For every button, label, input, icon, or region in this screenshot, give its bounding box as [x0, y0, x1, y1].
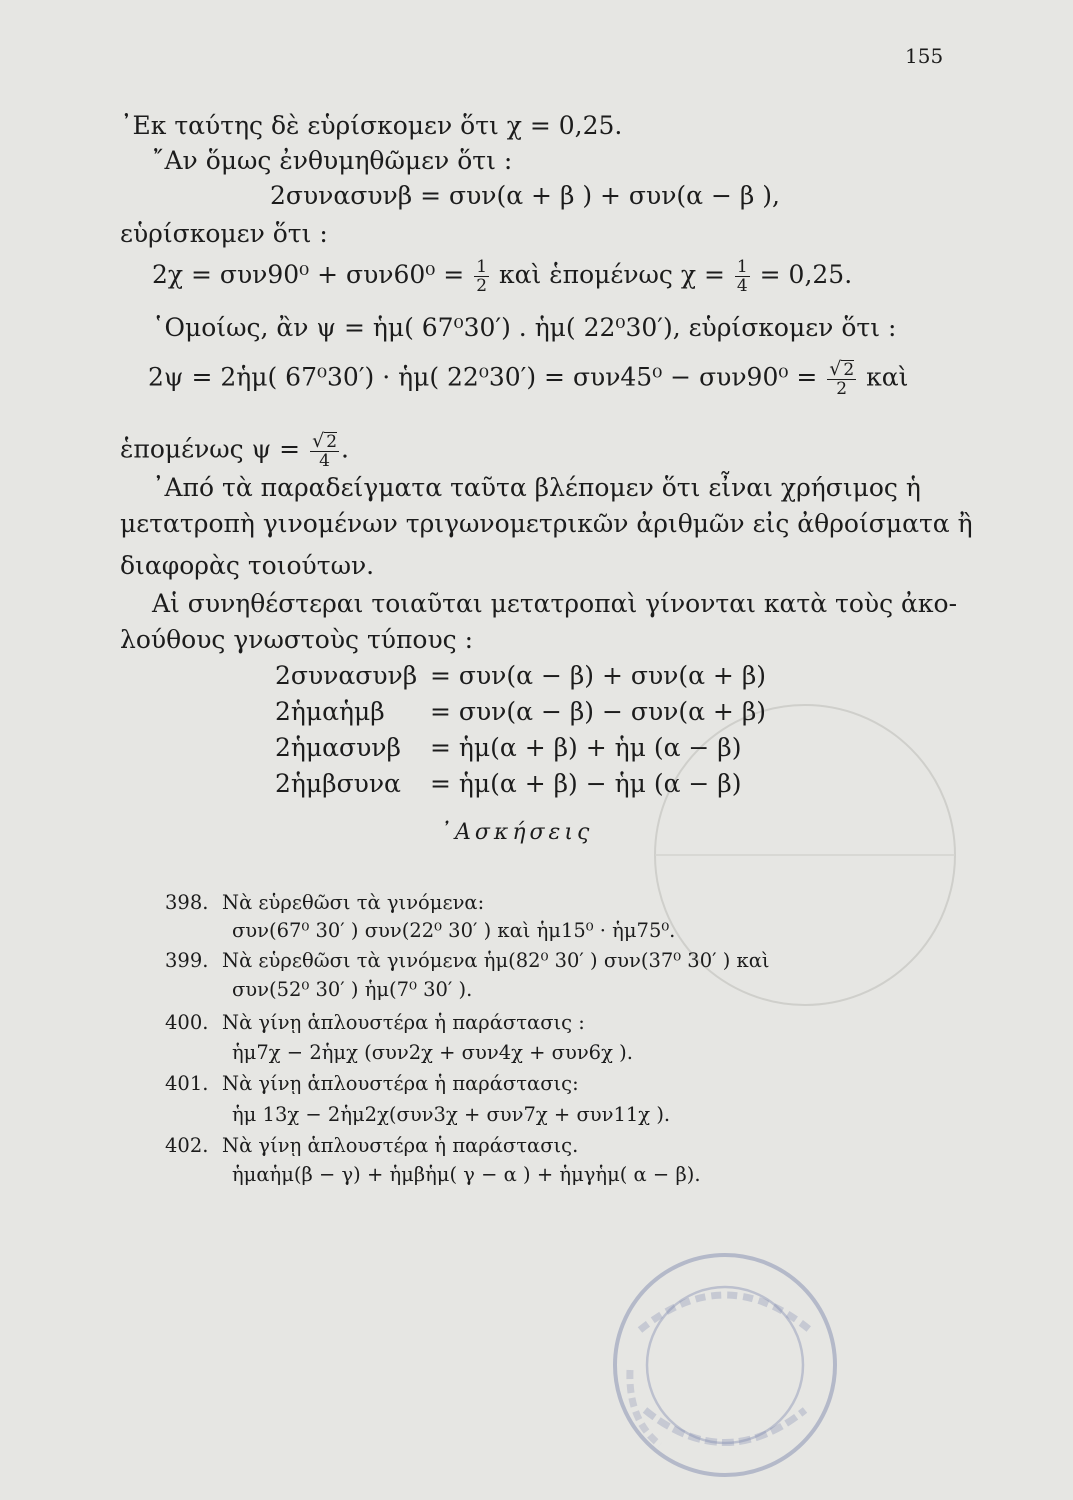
equation-part: = 0,25. — [759, 260, 853, 289]
denominator: 4 — [736, 276, 748, 296]
exercise-text: ἡμ 13χ − 2ἡμ2χ(συν3χ + συν7χ + συν11χ ). — [232, 1103, 671, 1126]
numerator — [827, 360, 856, 380]
formula-rhs: = ἡμ(α + β) + ἡμ (α − β) — [430, 733, 742, 762]
exercise-text: Νὰ γίνῃ ἁπλουστέρα ἡ παράστασις : — [222, 1011, 585, 1034]
numerator: 1 — [736, 257, 748, 277]
denominator: 2 — [476, 276, 488, 296]
formula-lhs: 2συνασυνβ — [275, 661, 418, 690]
equation — [152, 258, 852, 295]
formula-rhs: = συν(α − β) + συν(α + β) — [430, 661, 767, 690]
exercise-text: ἡμαἡμ(β − γ) + ἡμβἡμ( γ − α ) + ἡμγἡμ( α − β). — [232, 1163, 701, 1186]
exercise-number: 401. — [165, 1072, 209, 1095]
exercise-number: 398. — [165, 891, 209, 914]
equation-part: καὶ — [866, 362, 909, 392]
equation — [148, 360, 908, 398]
exercise-text: Νὰ γίνῃ ἁπλουστέρα ἡ παράστασις. — [222, 1134, 579, 1157]
exercises-heading: ᾿Ασκήσεις — [440, 820, 594, 845]
formula-lhs: 2ἡμασυνβ — [275, 733, 401, 762]
equation-part: 2ψ = 2ἡμ( 67⁰30′) · ἡμ( 22⁰30′) = συν45⁰ − συν90⁰ = — [148, 362, 818, 392]
text-line: ῾Ομοίως, ἂν ψ = ἡμ( 67⁰30′) . ἡμ( 22⁰30′), εὑρίσκομεν ὅτι : — [152, 313, 897, 342]
exercise-text: ἡμ7χ − 2ἡμχ (συν2χ + συν4χ + συν6χ ). — [232, 1041, 633, 1064]
denominator: 4 — [319, 451, 330, 471]
formula-lhs: 2ἡμαἡμβ — [275, 697, 385, 726]
equation: ἑπομένως ψ = $\frac{√ 2}{4}$ . — [120, 430, 349, 471]
exercise-text: Νὰ εὑρεθῶσι τὰ γινόμενα: — [222, 891, 485, 914]
fraction — [827, 360, 856, 398]
radical-sign: √ — [829, 358, 842, 380]
text-line: ᾿Εκ ταύτης δὲ εὑρίσκομεν ὅτι χ = 0,25. — [120, 111, 623, 140]
text-line: μετατροπὴ γινομένων τριγωνομετρικῶν ἀριθμῶν εἰς ἀθροίσματα ἢ — [120, 509, 973, 538]
radicand: 2 — [326, 432, 338, 452]
exercise-text: συν(52⁰ 30′ ) ἡμ(7⁰ 30′ ). — [232, 978, 473, 1001]
equation-part: καὶ ἑπομένως χ = — [498, 260, 725, 289]
radical-sign: √ — [312, 430, 325, 452]
text-line: εὑρίσκομεν ὅτι : — [120, 219, 328, 248]
text-line: λούθους γνωστοὺς τύπους : — [120, 625, 474, 654]
exercise-text: συν(67⁰ 30′ ) συν(22⁰ 30′ ) καὶ ἡμ15⁰ · ἡμ75⁰. — [232, 919, 676, 942]
exercise-number: 402. — [165, 1134, 209, 1157]
fraction — [735, 258, 750, 295]
equation-part: ἑπομένως ψ = — [120, 434, 301, 464]
text-line: ᾿Από τὰ παραδείγματα ταῦτα βλέπομεν ὅτι εἶναι χρήσιμος ἡ — [152, 473, 921, 502]
formula-rhs: = συν(α − β) − συν(α + β) — [430, 697, 767, 726]
exercise-number: 400. — [165, 1011, 209, 1034]
formula-rhs: = ἡμ(α + β) − ἡμ (α − β) — [430, 769, 742, 798]
exercise-text: Νὰ εὑρεθῶσι τὰ γινόμενα ἡμ(82⁰ 30′ ) συν(37⁰ 30′ ) καὶ — [222, 949, 770, 972]
text-line: διαφορὰς τοιούτων. — [120, 551, 375, 580]
formula-lhs: 2ἡμβσυνα — [275, 769, 401, 798]
fraction — [474, 258, 489, 295]
library-stamp-icon — [600, 1240, 850, 1490]
fraction — [310, 432, 339, 470]
radicand: 2 — [843, 360, 855, 380]
equation-part: 2χ = συν90⁰ + συν60⁰ = — [152, 260, 465, 289]
text-line: Αἱ συνηθέστεραι τοιαῦται μετατροπαὶ γίνονται κατὰ τοὺς ἀκο- — [152, 589, 958, 618]
denominator: 2 — [836, 379, 848, 399]
numerator — [310, 432, 339, 452]
page-number: 155 — [905, 44, 944, 68]
exercise-text: Νὰ γίνῃ ἁπλουστέρα ἡ παράστασις: — [222, 1072, 579, 1095]
exercise-number: 399. — [165, 949, 209, 972]
text-line: ῎Αν ὅμως ἐνθυμηθῶμεν ὅτι : — [152, 146, 513, 175]
numerator: 1 — [476, 257, 488, 277]
equation: 2συνασυνβ = συν(α + β ) + συν(α − β ), — [270, 181, 780, 210]
